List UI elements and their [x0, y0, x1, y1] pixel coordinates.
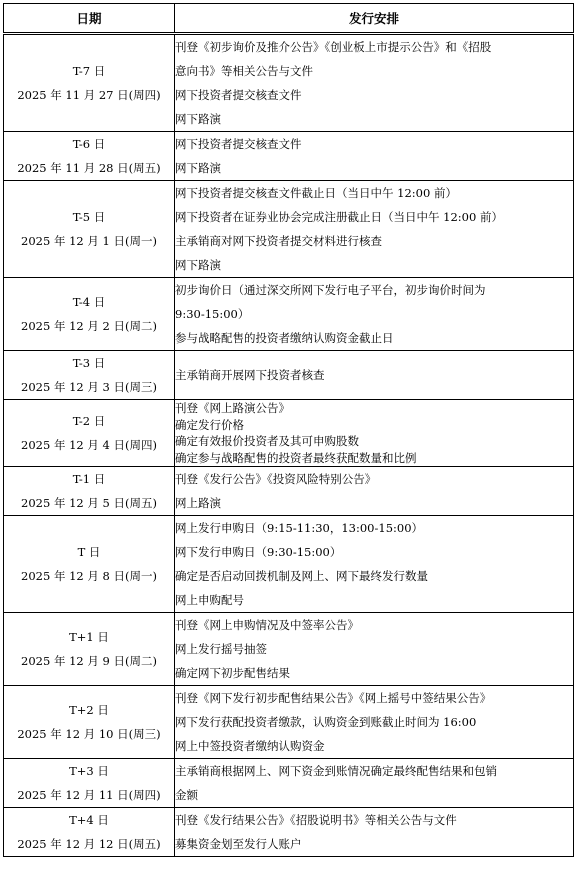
calendar-date: 2025 年 12 月 5 日(周五): [21, 496, 157, 510]
date-cell: [4, 613, 175, 686]
date-cell: [4, 516, 175, 613]
date-cell: [4, 467, 175, 516]
arrangement-item: 募集资金划至发行人账户: [175, 837, 302, 851]
arrangement-item: 网上发行申购日（9:15-11:30，13:00-15:00）: [175, 521, 424, 535]
arrangement-item: 刊登《发行结果公告》《招股说明书》等相关公告与文件: [175, 813, 457, 827]
arrangement-cell: [175, 613, 574, 686]
arrangement-cell: [175, 686, 574, 759]
arrangement-item: 网下路演: [175, 112, 221, 126]
date-cell: [4, 686, 175, 759]
calendar-date: 2025 年 12 月 2 日(周二): [21, 319, 157, 333]
arrangement-cell: [175, 278, 574, 351]
t-day-label: T+3 日: [69, 764, 109, 778]
arrangement-item: 初步询价日（通过深交所网下发行电子平台，初步询价时间为: [175, 283, 486, 297]
arrangement-cell: [175, 808, 574, 857]
calendar-date: 2025 年 12 月 4 日(周四): [21, 438, 157, 452]
table-row: [4, 613, 574, 686]
t-day-label: T+1 日: [69, 630, 109, 644]
table-row: [4, 686, 574, 759]
table-row: [4, 808, 574, 857]
issuance-schedule-table: [3, 3, 574, 857]
header-row: [4, 4, 574, 34]
arrangement-cell: [175, 351, 574, 400]
table-row: [4, 278, 574, 351]
table-row: [4, 34, 574, 132]
arrangement-item: 网下投资者提交核查文件: [175, 88, 302, 102]
arrangement-item: 网下投资者在证券业协会完成注册截止日（当日中午 12:00 前）: [175, 210, 503, 224]
header-arrangement: 发行安排: [175, 4, 574, 34]
calendar-date: 2025 年 12 月 1 日(周一): [21, 234, 157, 248]
arrangement-item: 参与战略配售的投资者缴纳认购资金截止日: [175, 331, 394, 345]
arrangement-item: 网上路演: [175, 496, 221, 510]
arrangement-cell: [175, 132, 574, 181]
arrangement-cell: [175, 759, 574, 808]
calendar-date: 2025 年 12 月 12 日(周五): [17, 837, 161, 851]
calendar-date: 2025 年 12 月 11 日(周四): [17, 788, 161, 802]
t-day-label: T-6 日: [72, 137, 106, 151]
t-day-label: T-3 日: [72, 356, 106, 370]
arrangement-cell: [175, 181, 574, 278]
arrangement-item: 网上中签投资者缴纳认购资金: [175, 739, 325, 753]
date-cell: [4, 181, 175, 278]
calendar-date: 2025 年 12 月 10 日(周三): [17, 727, 161, 741]
arrangement-item: 网下路演: [175, 161, 221, 175]
calendar-date: 2025 年 12 月 3 日(周三): [21, 380, 157, 394]
arrangement-item: 网下发行获配投资者缴款，认购资金到账截止时间为 16:00: [175, 715, 477, 729]
table-row: [4, 181, 574, 278]
date-cell: [4, 351, 175, 400]
arrangement-item: 9:30-15:00）: [175, 307, 250, 321]
table-row: [4, 759, 574, 808]
arrangement-item: 金额: [175, 788, 198, 802]
arrangement-item: 确定参与战略配售的投资者最终获配数量和比例: [175, 450, 417, 465]
date-cell: [4, 808, 175, 857]
table-row: [4, 400, 574, 467]
t-day-label: T-4 日: [72, 295, 106, 309]
date-cell: [4, 278, 175, 351]
arrangement-item: 网下发行申购日（9:30-15:00）: [175, 545, 342, 559]
arrangement-item: 确定有效报价投资者及其可申购股数: [175, 434, 359, 448]
t-day-label: T-5 日: [72, 210, 106, 224]
arrangement-item: 刊登《发行公告》《投资风险特别公告》: [175, 472, 377, 486]
header-date: 日期: [4, 4, 175, 34]
arrangement-item: 网下投资者提交核查文件截止日（当日中午 12:00 前）: [175, 186, 457, 200]
t-day-label: T-1 日: [72, 472, 106, 486]
t-day-label: T 日: [77, 545, 101, 559]
arrangement-cell: [175, 400, 574, 467]
arrangement-item: 确定网下初步配售结果: [175, 666, 290, 680]
t-day-label: T-7 日: [72, 64, 106, 78]
arrangement-item: 主承销商对网下投资者提交材料进行核查: [175, 234, 382, 248]
table-row: [4, 132, 574, 181]
date-cell: [4, 34, 175, 132]
arrangement-item: 网下投资者提交核查文件: [175, 137, 302, 151]
date-cell: [4, 759, 175, 808]
calendar-date: 2025 年 11 月 27 日(周四): [17, 88, 161, 102]
arrangement-item: 刊登《网下发行初步配售结果公告》《网上摇号中签结果公告》: [175, 691, 492, 705]
arrangement-item: 刊登《初步询价及推介公告》《创业板上市提示公告》和《招股: [175, 40, 492, 54]
arrangement-item: 刊登《网上申购情况及中签率公告》: [175, 618, 359, 632]
calendar-date: 2025 年 12 月 8 日(周一): [21, 569, 157, 583]
calendar-date: 2025 年 12 月 9 日(周二): [21, 654, 157, 668]
t-day-label: T-2 日: [72, 414, 106, 428]
arrangement-item: 主承销商根据网上、网下资金到账情况确定最终配售结果和包销: [175, 764, 497, 778]
arrangement-item: 网上申购配号: [175, 593, 244, 607]
arrangement-item: 确定是否启动回拨机制及网上、网下最终发行数量: [175, 569, 428, 583]
date-cell: [4, 132, 175, 181]
arrangement-cell: [175, 516, 574, 613]
arrangement-item: 网上发行摇号抽签: [175, 642, 267, 656]
arrangement-item: 刊登《网上路演公告》: [175, 401, 290, 415]
calendar-date: 2025 年 11 月 28 日(周五): [17, 161, 161, 175]
table-row: [4, 351, 574, 400]
arrangement-cell: [175, 467, 574, 516]
arrangement-cell: [175, 34, 574, 132]
table-row: [4, 467, 574, 516]
arrangement-item: 网下路演: [175, 258, 221, 272]
arrangement-item: 意向书》等相关公告与文件: [175, 64, 313, 78]
table-row: [4, 516, 574, 613]
t-day-label: T+4 日: [69, 813, 109, 827]
arrangement-item: 主承销商开展网下投资者核查: [175, 368, 325, 382]
t-day-label: T+2 日: [69, 703, 109, 717]
date-cell: [4, 400, 175, 467]
arrangement-item: 确定发行价格: [175, 417, 244, 432]
